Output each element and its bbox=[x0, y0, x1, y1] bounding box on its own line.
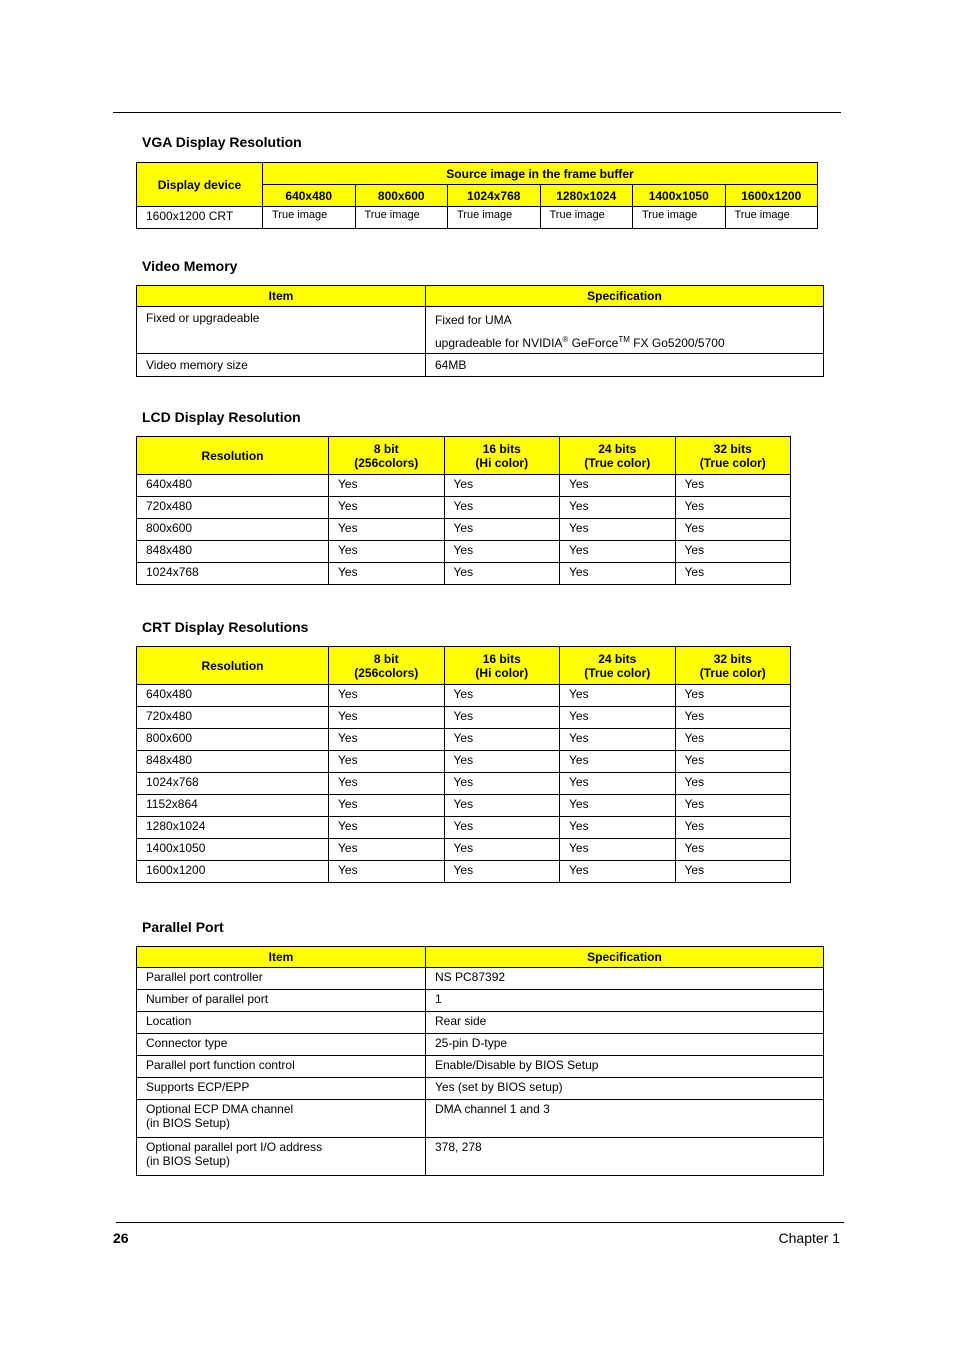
support-cell: Yes bbox=[329, 795, 445, 817]
vga-value-cell: True image bbox=[633, 207, 726, 229]
support-cell: Yes bbox=[560, 541, 676, 563]
support-cell: Yes bbox=[329, 773, 445, 795]
item-line: Location bbox=[146, 1014, 192, 1028]
support-cell: Yes bbox=[444, 817, 560, 839]
support-cell: Yes bbox=[329, 475, 445, 497]
table-row bbox=[137, 795, 791, 817]
parallel-rows bbox=[137, 968, 824, 1176]
specification-header: Specification bbox=[426, 286, 824, 307]
table-row bbox=[137, 1100, 824, 1138]
support-cell: Yes bbox=[675, 751, 791, 773]
support-cell: Yes bbox=[560, 817, 676, 839]
video-memory-heading: Video Memory bbox=[142, 258, 238, 274]
support-cell: Yes bbox=[329, 541, 445, 563]
table-row bbox=[137, 685, 791, 707]
page-number: 26 bbox=[113, 1230, 129, 1246]
depth-sublabel: (256colors) bbox=[354, 665, 419, 680]
resolution-cell: 1152x864 bbox=[137, 795, 329, 817]
table-row bbox=[137, 1078, 824, 1100]
resolution-cell: 1400x1050 bbox=[137, 839, 329, 861]
spec-cell: Rear side bbox=[426, 1012, 824, 1034]
resolution-cell: 1600x1200 bbox=[137, 861, 329, 883]
support-cell: Yes bbox=[675, 541, 791, 563]
vga-col-header: 1600x1200 bbox=[725, 185, 818, 207]
table-row bbox=[137, 968, 824, 990]
depth-header bbox=[560, 647, 676, 685]
support-cell: Yes bbox=[560, 839, 676, 861]
vga-value-cell: True image bbox=[355, 207, 448, 229]
vga-table bbox=[136, 162, 818, 229]
support-cell: Yes bbox=[560, 475, 676, 497]
depth-header bbox=[560, 437, 676, 475]
support-cell: Yes bbox=[329, 685, 445, 707]
depth-sublabel: (Hi color) bbox=[475, 455, 529, 470]
resolution-cell: 640x480 bbox=[137, 685, 329, 707]
support-cell: Yes bbox=[560, 751, 676, 773]
support-cell: Yes bbox=[444, 839, 560, 861]
specification-header: Specification bbox=[426, 947, 824, 968]
support-cell: Yes bbox=[560, 685, 676, 707]
resolution-cell: 720x480 bbox=[137, 497, 329, 519]
table-row bbox=[137, 1034, 824, 1056]
support-cell: Yes bbox=[675, 729, 791, 751]
support-cell: Yes bbox=[444, 563, 560, 585]
support-cell: Yes bbox=[560, 773, 676, 795]
resolution-cell: 800x600 bbox=[137, 519, 329, 541]
item-line: Supports ECP/EPP bbox=[146, 1080, 250, 1094]
table-row bbox=[137, 1138, 824, 1176]
support-cell: Yes bbox=[560, 497, 676, 519]
spec-cell: Enable/Disable by BIOS Setup bbox=[426, 1056, 824, 1078]
table-row bbox=[137, 861, 791, 883]
depth-label: 32 bits bbox=[713, 651, 752, 666]
depth-header bbox=[675, 647, 791, 685]
support-cell: Yes bbox=[329, 817, 445, 839]
top-rule bbox=[113, 112, 841, 113]
lcd-heading: LCD Display Resolution bbox=[142, 409, 301, 425]
support-cell: Yes bbox=[675, 817, 791, 839]
spec-line: Fixed for UMA bbox=[435, 313, 512, 327]
display-device-header: Display device bbox=[137, 163, 263, 207]
vga-value-cell: True image bbox=[448, 207, 541, 229]
item-cell: Video memory size bbox=[137, 354, 426, 377]
item-line: Connector type bbox=[146, 1036, 228, 1050]
support-cell: Yes bbox=[675, 839, 791, 861]
spec-cell: DMA channel 1 and 3 bbox=[426, 1100, 824, 1138]
source-image-header: Source image in the frame buffer bbox=[263, 163, 818, 185]
bottom-rule bbox=[116, 1222, 844, 1223]
spec-cell: NS PC87392 bbox=[426, 968, 824, 990]
depth-label: 8 bit bbox=[373, 651, 399, 666]
lcd-rows bbox=[137, 475, 791, 585]
support-cell: Yes bbox=[560, 729, 676, 751]
support-cell: Yes bbox=[675, 563, 791, 585]
depth-sublabel: (True color) bbox=[584, 665, 651, 680]
table-row bbox=[137, 307, 824, 354]
spec-line bbox=[435, 330, 814, 353]
spec-text: GeForce bbox=[568, 336, 619, 350]
table-row bbox=[137, 519, 791, 541]
depth-sublabel: (256colors) bbox=[354, 455, 419, 470]
item-line: Number of parallel port bbox=[146, 992, 269, 1006]
support-cell: Yes bbox=[444, 795, 560, 817]
depth-header bbox=[675, 437, 791, 475]
support-cell: Yes bbox=[560, 861, 676, 883]
resolution-cell: 848x480 bbox=[137, 541, 329, 563]
resolution-cell: 848x480 bbox=[137, 751, 329, 773]
vga-col-header: 800x600 bbox=[355, 185, 448, 207]
depth-label: 16 bits bbox=[482, 651, 521, 666]
item-cell bbox=[137, 990, 426, 1012]
depth-header bbox=[329, 647, 445, 685]
table-row bbox=[137, 707, 791, 729]
support-cell: Yes bbox=[560, 707, 676, 729]
spec-cell: 378, 278 bbox=[426, 1138, 824, 1176]
support-cell: Yes bbox=[444, 729, 560, 751]
depth-sublabel: (True color) bbox=[699, 665, 766, 680]
item-cell bbox=[137, 1100, 426, 1138]
resolution-header: Resolution bbox=[137, 647, 329, 685]
table-row bbox=[137, 817, 791, 839]
vga-col-header: 1280x1024 bbox=[540, 185, 633, 207]
table-row bbox=[137, 1012, 824, 1034]
support-cell: Yes bbox=[329, 751, 445, 773]
depth-label: 24 bits bbox=[598, 441, 637, 456]
crt-table bbox=[136, 646, 791, 883]
table-row bbox=[137, 497, 791, 519]
depth-sublabel: (True color) bbox=[699, 455, 766, 470]
support-cell: Yes bbox=[675, 707, 791, 729]
support-cell: Yes bbox=[444, 773, 560, 795]
table-row bbox=[137, 773, 791, 795]
support-cell: Yes bbox=[444, 519, 560, 541]
table-row bbox=[137, 1056, 824, 1078]
trademark-mark: TM bbox=[618, 335, 630, 344]
spec-text: FX Go5200/5700 bbox=[629, 336, 725, 350]
depth-label: 8 bit bbox=[373, 441, 399, 456]
depth-header bbox=[329, 437, 445, 475]
table-row bbox=[137, 563, 791, 585]
support-cell: Yes bbox=[329, 497, 445, 519]
crt-heading: CRT Display Resolutions bbox=[142, 619, 309, 635]
item-header: Item bbox=[137, 286, 426, 307]
support-cell: Yes bbox=[675, 795, 791, 817]
crt-rows bbox=[137, 685, 791, 883]
vga-col-header: 1024x768 bbox=[448, 185, 541, 207]
depth-label: 16 bits bbox=[482, 441, 521, 456]
item-cell bbox=[137, 1012, 426, 1034]
spec-cell: 64MB bbox=[426, 354, 824, 377]
depth-header bbox=[444, 647, 560, 685]
item-cell bbox=[137, 968, 426, 990]
item-cell bbox=[137, 1034, 426, 1056]
table-row bbox=[137, 475, 791, 497]
item-cell: Fixed or upgradeable bbox=[137, 307, 426, 354]
table-row bbox=[137, 541, 791, 563]
item-cell bbox=[137, 1056, 426, 1078]
support-cell: Yes bbox=[444, 707, 560, 729]
resolution-cell: 1280x1024 bbox=[137, 817, 329, 839]
support-cell: Yes bbox=[444, 541, 560, 563]
item-line: (in BIOS Setup) bbox=[146, 1154, 231, 1168]
support-cell: Yes bbox=[560, 795, 676, 817]
support-cell: Yes bbox=[329, 839, 445, 861]
support-cell: Yes bbox=[675, 861, 791, 883]
resolution-cell: 640x480 bbox=[137, 475, 329, 497]
spec-cell: 1 bbox=[426, 990, 824, 1012]
support-cell: Yes bbox=[444, 685, 560, 707]
depth-sublabel: (True color) bbox=[584, 455, 651, 470]
item-cell bbox=[137, 1138, 426, 1176]
resolution-cell: 1024x768 bbox=[137, 773, 329, 795]
support-cell: Yes bbox=[444, 861, 560, 883]
spec-cell bbox=[426, 307, 824, 354]
depth-label: 24 bits bbox=[598, 651, 637, 666]
resolution-cell: 800x600 bbox=[137, 729, 329, 751]
spec-cell: 25-pin D-type bbox=[426, 1034, 824, 1056]
resolution-cell: 720x480 bbox=[137, 707, 329, 729]
spec-text: upgradeable for NVIDIA bbox=[435, 336, 563, 350]
vga-value-cell: True image bbox=[263, 207, 356, 229]
spec-cell: Yes (set by BIOS setup) bbox=[426, 1078, 824, 1100]
item-line: (in BIOS Setup) bbox=[146, 1116, 231, 1130]
table-row bbox=[137, 839, 791, 861]
resolution-cell: 1024x768 bbox=[137, 563, 329, 585]
depth-header bbox=[444, 437, 560, 475]
support-cell: Yes bbox=[329, 519, 445, 541]
item-line: Parallel port controller bbox=[146, 970, 263, 984]
video-memory-table bbox=[136, 285, 824, 377]
table-row bbox=[137, 751, 791, 773]
vga-device-cell: 1600x1200 CRT bbox=[137, 207, 263, 229]
support-cell: Yes bbox=[560, 519, 676, 541]
table-row bbox=[137, 207, 818, 229]
depth-label: 32 bits bbox=[713, 441, 752, 456]
table-row bbox=[137, 354, 824, 377]
vga-col-header: 640x480 bbox=[263, 185, 356, 207]
support-cell: Yes bbox=[675, 773, 791, 795]
support-cell: Yes bbox=[329, 563, 445, 585]
vga-value-cell: True image bbox=[540, 207, 633, 229]
support-cell: Yes bbox=[675, 519, 791, 541]
chapter-label: Chapter 1 bbox=[778, 1230, 840, 1246]
vga-col-header: 1400x1050 bbox=[633, 185, 726, 207]
item-line: Parallel port function control bbox=[146, 1058, 295, 1072]
depth-sublabel: (Hi color) bbox=[475, 665, 529, 680]
table-row bbox=[137, 990, 824, 1012]
support-cell: Yes bbox=[675, 685, 791, 707]
table-row bbox=[137, 729, 791, 751]
registered-mark: ® bbox=[562, 335, 569, 344]
support-cell: Yes bbox=[675, 497, 791, 519]
vga-value-cell: True image bbox=[725, 207, 818, 229]
item-line: Optional parallel port I/O address bbox=[146, 1140, 323, 1154]
parallel-port-table bbox=[136, 946, 824, 1176]
support-cell: Yes bbox=[560, 563, 676, 585]
item-cell bbox=[137, 1078, 426, 1100]
support-cell: Yes bbox=[329, 729, 445, 751]
resolution-header: Resolution bbox=[137, 437, 329, 475]
item-header: Item bbox=[137, 947, 426, 968]
vga-heading: VGA Display Resolution bbox=[142, 134, 302, 150]
parallel-port-heading: Parallel Port bbox=[142, 919, 224, 935]
item-line: Optional ECP DMA channel bbox=[146, 1102, 294, 1116]
support-cell: Yes bbox=[444, 751, 560, 773]
support-cell: Yes bbox=[329, 707, 445, 729]
support-cell: Yes bbox=[675, 475, 791, 497]
support-cell: Yes bbox=[444, 475, 560, 497]
support-cell: Yes bbox=[444, 497, 560, 519]
support-cell: Yes bbox=[329, 861, 445, 883]
lcd-table bbox=[136, 436, 791, 585]
